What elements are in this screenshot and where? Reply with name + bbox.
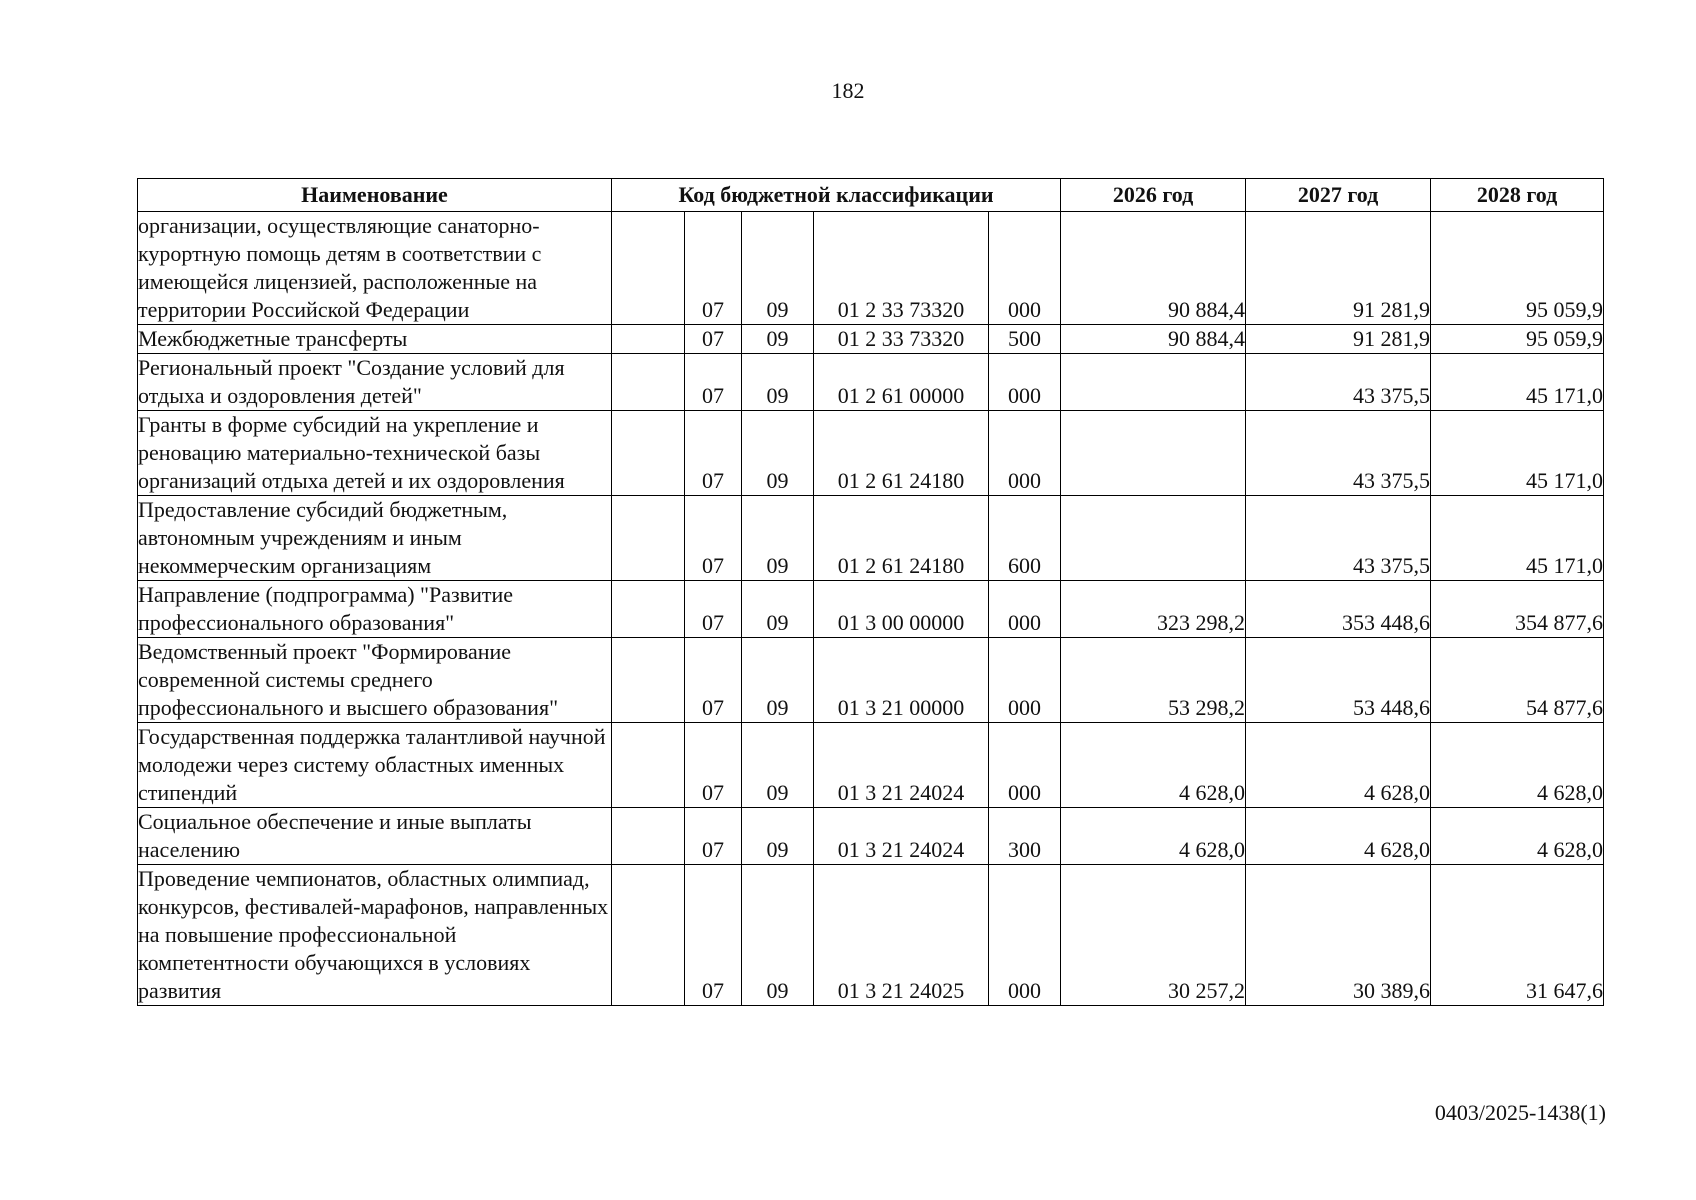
table-row bbox=[138, 496, 1604, 581]
row-blank-cell bbox=[612, 865, 685, 1006]
row-blank-cell bbox=[612, 638, 685, 723]
row-blank-cell bbox=[612, 581, 685, 638]
row-expense-type-code: 000 bbox=[989, 723, 1061, 808]
row-expense-type-code: 000 bbox=[989, 865, 1061, 1006]
row-subsection-code: 09 bbox=[742, 865, 814, 1006]
row-section-code: 07 bbox=[685, 411, 742, 496]
row-name: Гранты в форме субсидий на укрепление и реновацию материально-технической базы организаций отдыха детей и их оздоровления bbox=[138, 411, 612, 496]
row-section-code: 07 bbox=[685, 865, 742, 1006]
row-amount-2028: 95 059,9 bbox=[1431, 325, 1604, 354]
row-blank-cell bbox=[612, 808, 685, 865]
row-name: Предоставление субсидий бюджетным, автономным учреждениям и иным некоммерческим организациям bbox=[138, 496, 612, 581]
row-amount-2026 bbox=[1061, 354, 1246, 411]
header-budget-code: Код бюджетной классификации bbox=[612, 179, 1061, 212]
row-name: Проведение чемпионатов, областных олимпиад, конкурсов, фестивалей-марафонов, направленных на повышение профессиональной компетентности обучающихся в условиях развития bbox=[138, 865, 612, 1006]
row-amount-2028: 4 628,0 bbox=[1431, 723, 1604, 808]
row-amount-2028: 45 171,0 bbox=[1431, 411, 1604, 496]
row-amount-2026: 4 628,0 bbox=[1061, 723, 1246, 808]
row-expense-type-code: 600 bbox=[989, 496, 1061, 581]
table-header-row bbox=[138, 179, 1604, 212]
row-expense-type-code: 000 bbox=[989, 638, 1061, 723]
row-blank-cell bbox=[612, 723, 685, 808]
table-row bbox=[138, 411, 1604, 496]
row-subsection-code: 09 bbox=[742, 496, 814, 581]
row-amount-2027: 30 389,6 bbox=[1246, 865, 1431, 1006]
row-amount-2027: 43 375,5 bbox=[1246, 496, 1431, 581]
row-subsection-code: 09 bbox=[742, 411, 814, 496]
row-amount-2027: 91 281,9 bbox=[1246, 325, 1431, 354]
row-name: Государственная поддержка талантливой научной молодежи через систему областных именных стипендий bbox=[138, 723, 612, 808]
row-amount-2026: 30 257,2 bbox=[1061, 865, 1246, 1006]
row-blank-cell bbox=[612, 325, 685, 354]
row-subsection-code: 09 bbox=[742, 808, 814, 865]
row-amount-2027: 4 628,0 bbox=[1246, 808, 1431, 865]
table-row bbox=[138, 638, 1604, 723]
row-amount-2028: 4 628,0 bbox=[1431, 808, 1604, 865]
row-section-code: 07 bbox=[685, 581, 742, 638]
row-blank-cell bbox=[612, 411, 685, 496]
row-target-item-code: 01 3 21 00000 bbox=[814, 638, 989, 723]
row-amount-2028: 354 877,6 bbox=[1431, 581, 1604, 638]
row-amount-2026: 53 298,2 bbox=[1061, 638, 1246, 723]
row-amount-2028: 54 877,6 bbox=[1431, 638, 1604, 723]
row-target-item-code: 01 2 33 73320 bbox=[814, 325, 989, 354]
row-target-item-code: 01 3 21 24024 bbox=[814, 808, 989, 865]
row-subsection-code: 09 bbox=[742, 638, 814, 723]
row-section-code: 07 bbox=[685, 496, 742, 581]
row-target-item-code: 01 3 00 00000 bbox=[814, 581, 989, 638]
row-section-code: 07 bbox=[685, 212, 742, 325]
header-2027: 2027 год bbox=[1246, 179, 1431, 212]
table-row bbox=[138, 354, 1604, 411]
row-expense-type-code: 300 bbox=[989, 808, 1061, 865]
row-section-code: 07 bbox=[685, 325, 742, 354]
row-amount-2026: 4 628,0 bbox=[1061, 808, 1246, 865]
row-section-code: 07 bbox=[685, 354, 742, 411]
row-amount-2028: 45 171,0 bbox=[1431, 354, 1604, 411]
page-number: 182 bbox=[831, 78, 865, 103]
table-body bbox=[138, 212, 1604, 1006]
row-subsection-code: 09 bbox=[742, 723, 814, 808]
row-expense-type-code: 000 bbox=[989, 411, 1061, 496]
row-subsection-code: 09 bbox=[742, 325, 814, 354]
row-amount-2026: 90 884,4 bbox=[1061, 325, 1246, 354]
row-target-item-code: 01 3 21 24025 bbox=[814, 865, 989, 1006]
table-row bbox=[138, 212, 1604, 325]
table-row bbox=[138, 723, 1604, 808]
row-blank-cell bbox=[612, 354, 685, 411]
row-amount-2027: 91 281,9 bbox=[1246, 212, 1431, 325]
row-amount-2026: 323 298,2 bbox=[1061, 581, 1246, 638]
row-target-item-code: 01 2 33 73320 bbox=[814, 212, 989, 325]
row-target-item-code: 01 2 61 24180 bbox=[814, 496, 989, 581]
budget-table bbox=[137, 178, 1604, 1006]
row-name: Направление (подпрограмма) "Развитие профессионального образования" bbox=[138, 581, 612, 638]
row-blank-cell bbox=[612, 212, 685, 325]
row-amount-2027: 353 448,6 bbox=[1246, 581, 1431, 638]
row-target-item-code: 01 3 21 24024 bbox=[814, 723, 989, 808]
row-amount-2027: 43 375,5 bbox=[1246, 411, 1431, 496]
table-row bbox=[138, 325, 1604, 354]
row-amount-2028: 95 059,9 bbox=[1431, 212, 1604, 325]
document-code: 0403/2025-1438(1) bbox=[1434, 1100, 1606, 1125]
row-section-code: 07 bbox=[685, 638, 742, 723]
row-name: Социальное обеспечение и иные выплаты населению bbox=[138, 808, 612, 865]
row-section-code: 07 bbox=[685, 723, 742, 808]
row-amount-2027: 43 375,5 bbox=[1246, 354, 1431, 411]
row-expense-type-code: 500 bbox=[989, 325, 1061, 354]
header-2028: 2028 год bbox=[1431, 179, 1604, 212]
row-amount-2026 bbox=[1061, 411, 1246, 496]
row-amount-2028: 45 171,0 bbox=[1431, 496, 1604, 581]
row-subsection-code: 09 bbox=[742, 212, 814, 325]
row-blank-cell bbox=[612, 496, 685, 581]
header-name: Наименование bbox=[138, 179, 612, 212]
table-row bbox=[138, 865, 1604, 1006]
row-amount-2027: 53 448,6 bbox=[1246, 638, 1431, 723]
row-expense-type-code: 000 bbox=[989, 354, 1061, 411]
row-expense-type-code: 000 bbox=[989, 581, 1061, 638]
row-expense-type-code: 000 bbox=[989, 212, 1061, 325]
row-subsection-code: 09 bbox=[742, 354, 814, 411]
row-subsection-code: 09 bbox=[742, 581, 814, 638]
row-name: Региональный проект "Создание условий для отдыха и оздоровления детей" bbox=[138, 354, 612, 411]
row-name: организации, осуществляющие санаторно-курортную помощь детям в соответствии с имеющейся лицензией, расположенные на территории Российской Федерации bbox=[138, 212, 612, 325]
row-amount-2028: 31 647,6 bbox=[1431, 865, 1604, 1006]
table-row bbox=[138, 581, 1604, 638]
row-amount-2026: 90 884,4 bbox=[1061, 212, 1246, 325]
row-section-code: 07 bbox=[685, 808, 742, 865]
row-name: Ведомственный проект "Формирование современной системы среднего профессионального и высшего образования" bbox=[138, 638, 612, 723]
row-amount-2026 bbox=[1061, 496, 1246, 581]
table-row bbox=[138, 808, 1604, 865]
row-amount-2027: 4 628,0 bbox=[1246, 723, 1431, 808]
row-target-item-code: 01 2 61 00000 bbox=[814, 354, 989, 411]
row-target-item-code: 01 2 61 24180 bbox=[814, 411, 989, 496]
row-name: Межбюджетные трансферты bbox=[138, 325, 612, 354]
header-2026: 2026 год bbox=[1061, 179, 1246, 212]
